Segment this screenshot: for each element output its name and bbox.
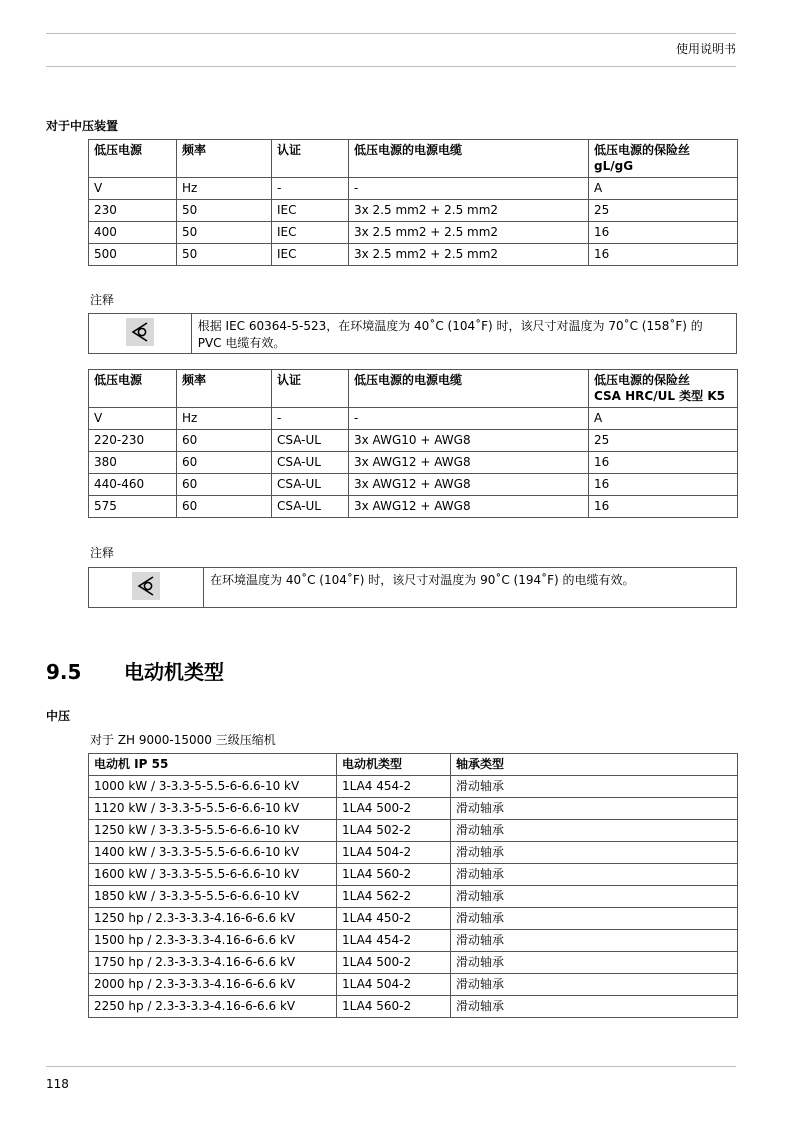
cell: IEC (272, 200, 349, 222)
table-row (89, 930, 738, 952)
cell: 3x AWG12 + AWG8 (349, 474, 589, 496)
cell: 1LA4 500-2 (337, 798, 451, 820)
footer-rule (46, 1066, 736, 1067)
cell: Hz (177, 178, 272, 200)
table-row (89, 200, 738, 222)
cell: 1LA4 454-2 (337, 930, 451, 952)
table-row (89, 776, 738, 798)
note-icon-cell (89, 314, 192, 353)
cell: 380 (89, 452, 177, 474)
cell: 16 (589, 496, 738, 518)
table-row (89, 908, 738, 930)
cell: 16 (589, 244, 738, 266)
cell: 230 (89, 200, 177, 222)
lv-supply-table-iec (88, 139, 738, 266)
cell: 50 (177, 244, 272, 266)
cell: 440-460 (89, 474, 177, 496)
cell: 3x 2.5 mm2 + 2.5 mm2 (349, 222, 589, 244)
cell: 60 (177, 452, 272, 474)
cell: 1LA4 560-2 (337, 996, 451, 1018)
table-row (89, 452, 738, 474)
header-motor-ip55: 电动机 IP 55 (89, 754, 337, 776)
cell: - (349, 178, 589, 200)
cell: 滑动轴承 (451, 798, 738, 820)
table-header-row (89, 754, 738, 776)
cell: 1120 kW / 3-3.3-5-5.5-6-6.6-10 kV (89, 798, 337, 820)
cell: 3x AWG12 + AWG8 (349, 496, 589, 518)
table-row (89, 244, 738, 266)
lv-supply-table-csa (88, 369, 738, 518)
cell: 1LA4 504-2 (337, 842, 451, 864)
cell: 滑动轴承 (451, 996, 738, 1018)
cell: 滑动轴承 (451, 952, 738, 974)
cell: 16 (589, 222, 738, 244)
motor-type-table (88, 753, 738, 1018)
cell: 滑动轴承 (451, 930, 738, 952)
cell: 滑动轴承 (451, 908, 738, 930)
cell: - (349, 408, 589, 430)
cell: 60 (177, 496, 272, 518)
cell: 50 (177, 200, 272, 222)
table-row (89, 474, 738, 496)
cell: 滑动轴承 (451, 776, 738, 798)
table-row (89, 430, 738, 452)
header-supply-cable: 低压电源的电源电缆 (349, 370, 589, 408)
cell: CSA-UL (272, 430, 349, 452)
cell: 400 (89, 222, 177, 244)
intro-text: 对于 ZH 9000-15000 三级压缩机 (90, 733, 276, 747)
table-row (89, 952, 738, 974)
cell: 25 (589, 430, 738, 452)
table-header-row (89, 370, 738, 408)
cell: 滑动轴承 (451, 886, 738, 908)
header-certification: 认证 (272, 370, 349, 408)
cell: V (89, 178, 177, 200)
cell: V (89, 408, 177, 430)
eye-note-icon (125, 317, 155, 350)
cell: 575 (89, 496, 177, 518)
header-fuse: 低压电源的保险丝 gL/gG (589, 140, 738, 178)
subsection-label: 中压 (46, 709, 71, 723)
cell: 滑动轴承 (451, 864, 738, 886)
note-box (88, 313, 737, 354)
header-lv-supply: 低压电源 (89, 370, 177, 408)
table-header-row (89, 140, 738, 178)
cell: IEC (272, 222, 349, 244)
cell: 1LA4 560-2 (337, 864, 451, 886)
cell: 滑动轴承 (451, 820, 738, 842)
cell: 1000 kW / 3-3.3-5-5.5-6-6.6-10 kV (89, 776, 337, 798)
table-row (89, 974, 738, 996)
cell: Hz (177, 408, 272, 430)
table-row (89, 798, 738, 820)
cell: IEC (272, 244, 349, 266)
cell: - (272, 408, 349, 430)
table-row (89, 842, 738, 864)
cell: A (589, 178, 738, 200)
cell: 1LA4 504-2 (337, 974, 451, 996)
cell: 1400 kW / 3-3.3-5-5.5-6-6.6-10 kV (89, 842, 337, 864)
cell: 1250 kW / 3-3.3-5-5.5-6-6.6-10 kV (89, 820, 337, 842)
table-row (89, 178, 738, 200)
header-rule-bottom (46, 66, 736, 67)
note-icon-cell (89, 568, 204, 607)
cell: 1LA4 450-2 (337, 908, 451, 930)
cell: 60 (177, 474, 272, 496)
header-rule-top (46, 33, 736, 34)
cell: CSA-UL (272, 496, 349, 518)
table-row (89, 886, 738, 908)
cell: 2250 hp / 2.3-3-3.3-4.16-6-6.6 kV (89, 996, 337, 1018)
note-label: 注释 (90, 293, 115, 307)
cell: 50 (177, 222, 272, 244)
cell: 1LA4 454-2 (337, 776, 451, 798)
cell: 60 (177, 430, 272, 452)
cell: 1LA4 500-2 (337, 952, 451, 974)
section-title: 电动机类型 (124, 660, 224, 684)
cell: 3x AWG10 + AWG8 (349, 430, 589, 452)
header-lv-supply: 低压电源 (89, 140, 177, 178)
table-row (89, 496, 738, 518)
cell: 500 (89, 244, 177, 266)
cell: 25 (589, 200, 738, 222)
cell: CSA-UL (272, 452, 349, 474)
cell: 2000 hp / 2.3-3-3.3-4.16-6-6.6 kV (89, 974, 337, 996)
section-mv-install: 对于中压装置 (46, 119, 119, 133)
cell: CSA-UL (272, 474, 349, 496)
cell: 3x AWG12 + AWG8 (349, 452, 589, 474)
table-row (89, 820, 738, 842)
page-number: 118 (46, 1077, 69, 1091)
cell: 3x 2.5 mm2 + 2.5 mm2 (349, 200, 589, 222)
section-number: 9.5 (46, 660, 82, 684)
cell: A (589, 408, 738, 430)
header-supply-cable: 低压电源的电源电缆 (349, 140, 589, 178)
cell: 1750 hp / 2.3-3-3.3-4.16-6-6.6 kV (89, 952, 337, 974)
cell: 220-230 (89, 430, 177, 452)
cell: 1850 kW / 3-3.3-5-5.5-6-6.6-10 kV (89, 886, 337, 908)
header-bearing-type: 轴承类型 (451, 754, 738, 776)
eye-note-icon (131, 571, 161, 604)
note-label: 注释 (90, 546, 115, 560)
cell: 16 (589, 474, 738, 496)
note-text: 根据 IEC 60364-5-523，在环境温度为 40˚C (104˚F) 时，该尺寸对温度为 70˚C (158˚F) 的 PVC 电缆有效。 (197, 319, 703, 350)
cell: 16 (589, 452, 738, 474)
cell: 滑动轴承 (451, 842, 738, 864)
cell: - (272, 178, 349, 200)
section-heading (46, 656, 224, 685)
cell: 1500 hp / 2.3-3-3.3-4.16-6-6.6 kV (89, 930, 337, 952)
header-motor-type: 电动机类型 (337, 754, 451, 776)
table-row (89, 864, 738, 886)
cell: 1LA4 562-2 (337, 886, 451, 908)
cell: 1250 hp / 2.3-3-3.3-4.16-6-6.6 kV (89, 908, 337, 930)
header-fuse: 低压电源的保险丝 CSA HRC/UL 类型 K5 (589, 370, 738, 408)
header-frequency: 频率 (177, 140, 272, 178)
header-certification: 认证 (272, 140, 349, 178)
table-row (89, 996, 738, 1018)
table-row (89, 222, 738, 244)
note-text: 在环境温度为 40˚C (104˚F) 时，该尺寸对温度为 90˚C (194˚F) 的电缆有效。 (210, 573, 635, 587)
cell: 1LA4 502-2 (337, 820, 451, 842)
table-row (89, 408, 738, 430)
cell: 滑动轴承 (451, 974, 738, 996)
note-box (88, 567, 737, 608)
header-title: 使用说明书 (675, 42, 736, 56)
cell: 1600 kW / 3-3.3-5-5.5-6-6.6-10 kV (89, 864, 337, 886)
cell: 3x 2.5 mm2 + 2.5 mm2 (349, 244, 589, 266)
header-frequency: 频率 (177, 370, 272, 408)
